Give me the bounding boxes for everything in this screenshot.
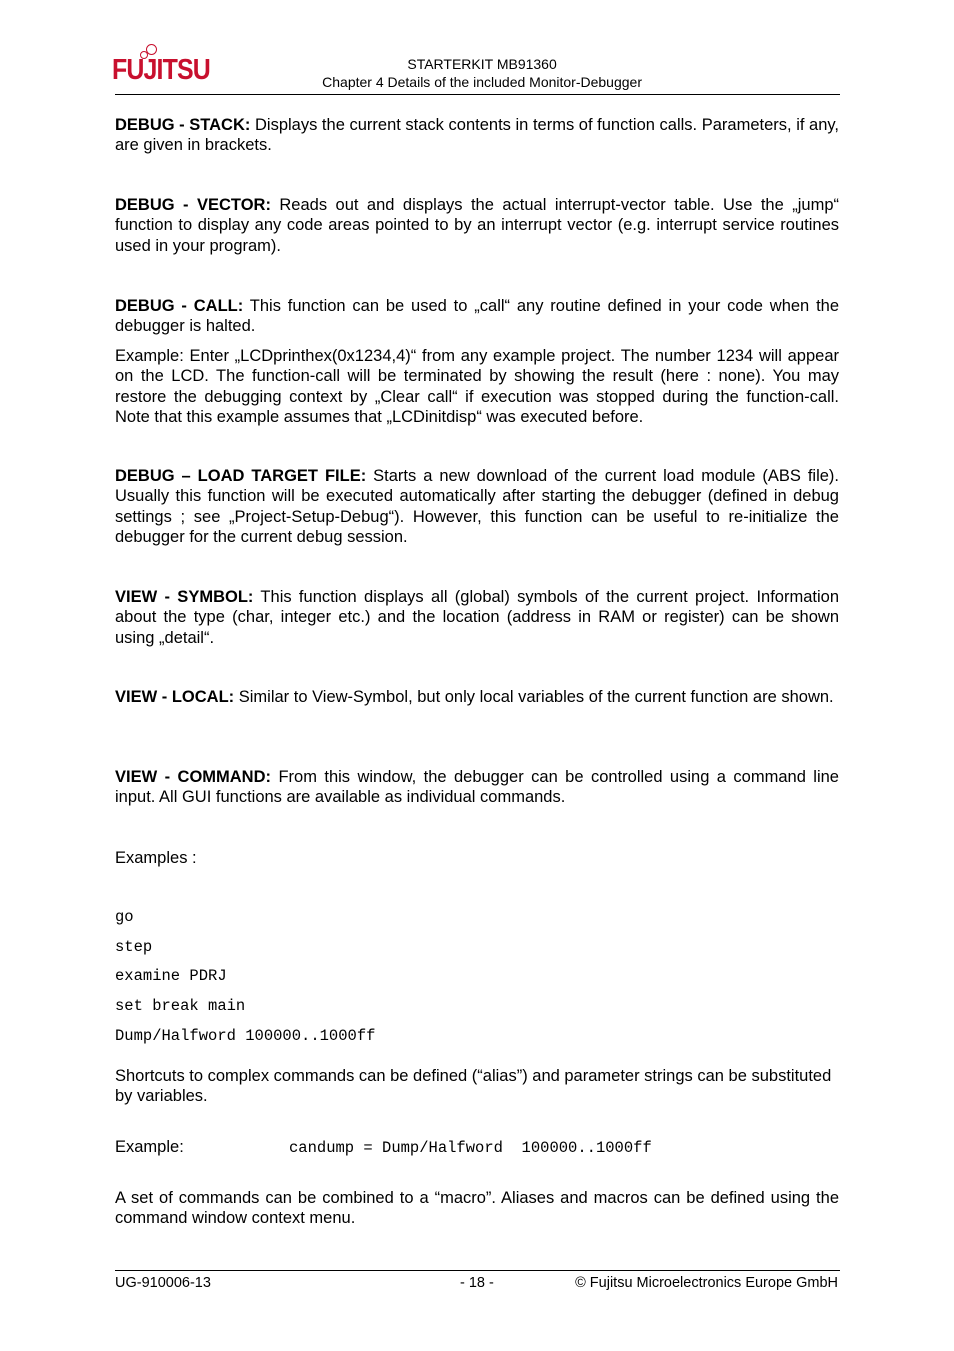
alias-example bbox=[115, 1137, 839, 1157]
footer-doc-id: UG-910006-13 bbox=[115, 1275, 211, 1291]
section-text: Starts a new download of the current load module (ABS file). Usually this function will be executed automatically after starting the debugger (defined in debug settings ; see „Project-Setup-Debug“). However, this function can be useful to re-initialize the debugger for the current debug session. bbox=[115, 467, 839, 546]
alias-example-code: candump = Dump/Halfword 100000..1000ff bbox=[289, 1139, 652, 1157]
command-dump: Dump/Halfword 100000..1000ff bbox=[115, 1027, 376, 1045]
page-header bbox=[322, 55, 642, 91]
section-debug-call bbox=[115, 296, 839, 337]
section-text: This function can be used to „call“ any routine defined in your code when the debugger is halted. bbox=[115, 297, 840, 336]
section-debug-stack bbox=[115, 115, 839, 156]
section-title: VIEW - COMMAND: bbox=[115, 768, 272, 786]
section-debug-call-example bbox=[115, 346, 839, 427]
section-view-symbol bbox=[115, 587, 839, 648]
section-view-command bbox=[115, 767, 839, 808]
macro-paragraph: A set of commands can be combined to a “macro”. Aliases and macros can be defined using the command window context menu. bbox=[115, 1189, 839, 1228]
command-step: step bbox=[115, 938, 153, 956]
section-text: Reads out and displays the actual interrupt-vector table. Use the „jump“ function to display any code areas pointed to by an interrupt vector (e.g. interrupt service routines used in your program). bbox=[115, 196, 839, 255]
section-title: DEBUG – LOAD TARGET FILE: bbox=[115, 467, 367, 485]
fujitsu-logo bbox=[112, 42, 210, 90]
section-title: DEBUG - VECTOR: bbox=[115, 196, 271, 214]
section-text: This function displays all (global) symbols of the current project. Information about the type (char, integer etc.) and the location (address in RAM or register) can be shown using „detail“. bbox=[115, 588, 839, 647]
section-debug-load-target bbox=[115, 466, 839, 547]
examples-label: Examples : bbox=[115, 849, 197, 867]
section-title: VIEW - SYMBOL: bbox=[115, 588, 254, 606]
section-text: Displays the current stack contents in terms of function calls. Parameters, if any, are given in brackets. bbox=[115, 116, 839, 155]
shortcuts-paragraph: Shortcuts to complex commands can be defined (“alias”) and parameter strings can be substituted by variables. bbox=[115, 1067, 832, 1106]
logo-text: FUJITSU bbox=[112, 54, 210, 86]
footer-rule bbox=[115, 1270, 840, 1271]
section-title: DEBUG - CALL: bbox=[115, 297, 244, 315]
section-text: Example: Enter „LCDprinthex(0x1234,4)“ from any example project. The number 1234 will appear on the LCD. The function-call will be terminated by showing the result (here : none). You may restore the debugging context by „Clear call“ if execution was stopped during the function-call. Note that this example assumes that „LCDinitdisp“ was executed before. bbox=[115, 347, 839, 426]
section-debug-vector bbox=[115, 195, 839, 256]
footer-copyright: © Fujitsu Microelectronics Europe GmbH bbox=[575, 1275, 838, 1291]
header-chapter: Chapter 4 Details of the included Monitor-Debugger bbox=[322, 74, 642, 90]
header-rule bbox=[115, 94, 840, 95]
section-title: VIEW - LOCAL: bbox=[115, 688, 235, 706]
command-set-break: set break main bbox=[115, 997, 246, 1015]
section-title: DEBUG - STACK: bbox=[115, 116, 251, 134]
footer-page-number: - 18 - bbox=[460, 1275, 494, 1291]
command-go: go bbox=[115, 908, 134, 926]
header-product: STARTERKIT MB91360 bbox=[407, 56, 557, 72]
section-text: Similar to View-Symbol, but only local variables of the current function are shown. bbox=[234, 688, 834, 706]
section-view-local bbox=[115, 687, 839, 707]
alias-example-label: Example: bbox=[115, 1138, 184, 1156]
section-text: From this window, the debugger can be controlled using a command line input. All GUI functions are available as individual commands. bbox=[115, 768, 839, 807]
command-examine: examine PDRJ bbox=[115, 967, 227, 985]
